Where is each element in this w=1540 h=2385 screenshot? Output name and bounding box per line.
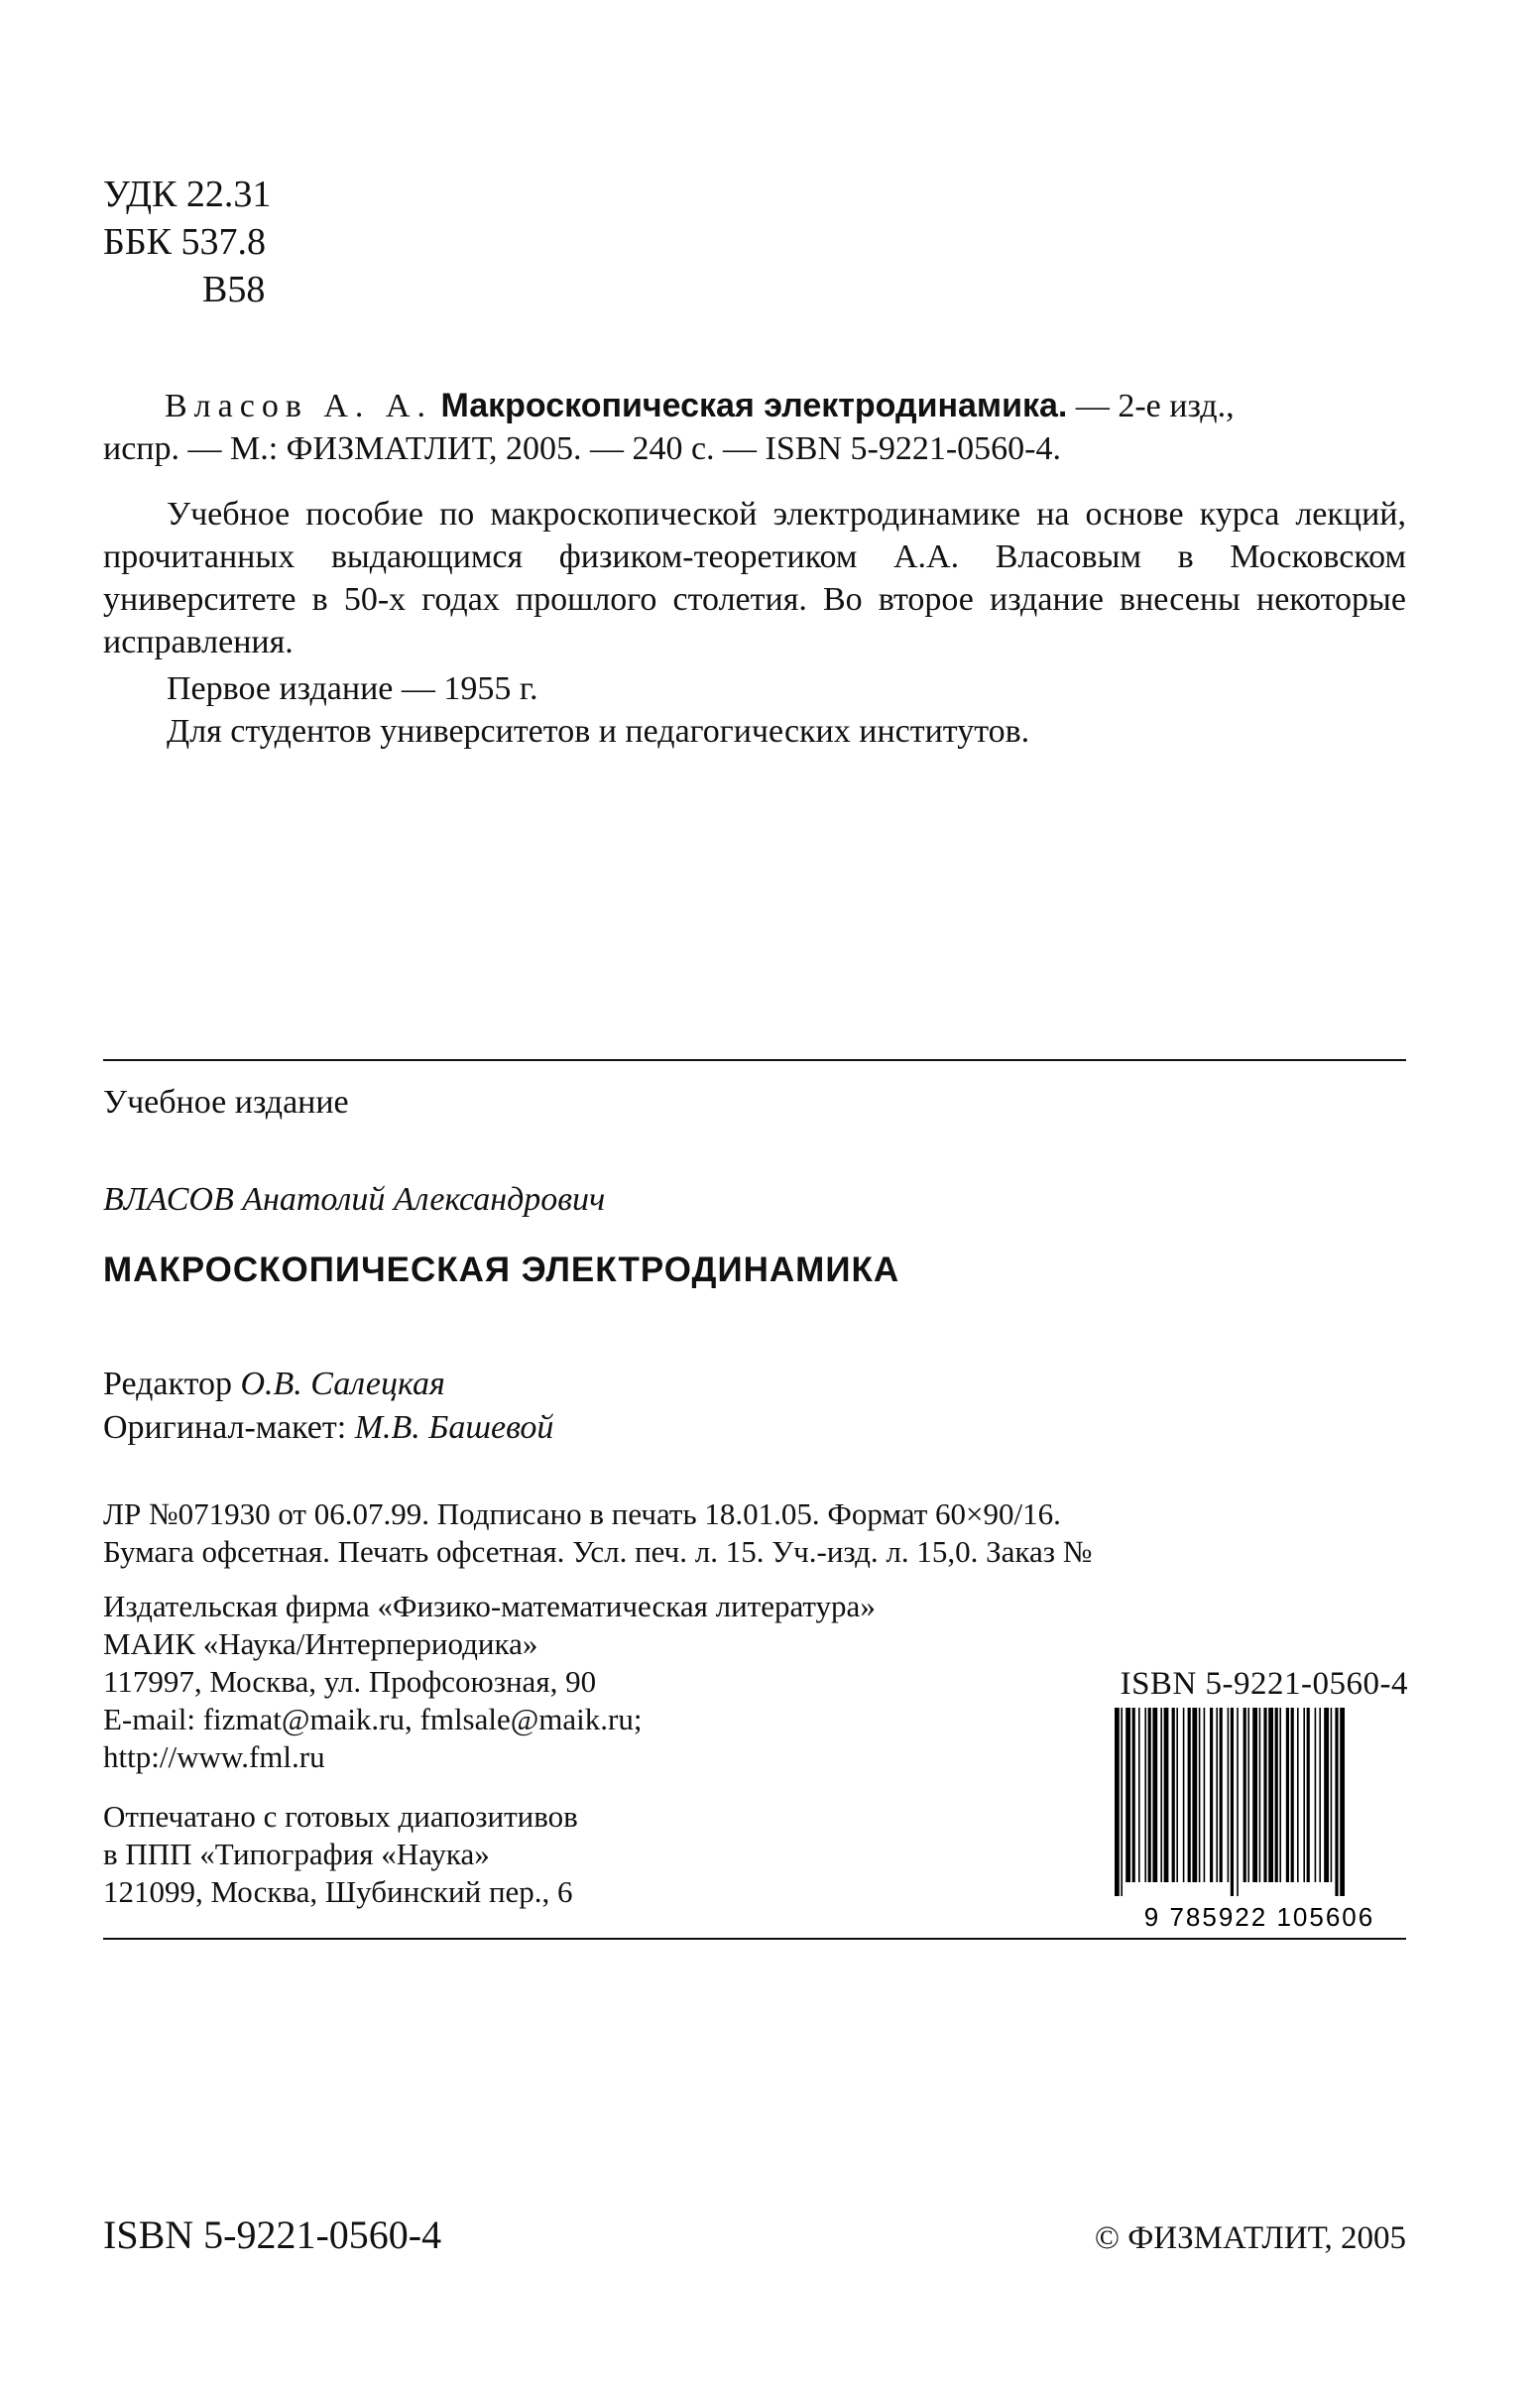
barcode-bar xyxy=(1319,1708,1321,1882)
printer-line-2: в ППП «Типография «Наука» xyxy=(103,1837,490,1871)
barcode-bar xyxy=(1164,1708,1169,1882)
barcode-bar xyxy=(1210,1708,1213,1882)
layout-label: Оригинал-макет: xyxy=(103,1409,347,1446)
audience-note: Для студентов университетов и педагогических институтов. xyxy=(167,713,1030,750)
bbk-code: ББК 537.8 xyxy=(103,221,266,263)
publisher-line-3: 117997, Москва, ул. Профсоюзная, 90 xyxy=(103,1664,597,1699)
bib-title: Макроскопическая электродинамика. xyxy=(440,387,1068,424)
barcode-bar xyxy=(1192,1708,1197,1882)
footer-isbn: ISBN 5-9221-0560-4 xyxy=(103,2212,442,2257)
edition-type: Учебное издание xyxy=(103,1084,349,1121)
annotation-paragraph: Учебное пособие по макроскопической электродинамике на основе курса лекций, прочитанных выдающимся физиком-теоретиком А.А. Власовым в Московском университете в 50-х годах прошлого столетия. Во второе издание внесены некоторые исправления. xyxy=(103,496,1406,660)
barcode-isbn: ISBN 5-9221-0560-4 xyxy=(1120,1666,1408,1702)
barcode-bar xyxy=(1188,1708,1191,1882)
barcode-bar xyxy=(1183,1708,1185,1882)
author-full-name: ВЛАСОВ Анатолий Александрович xyxy=(103,1181,606,1218)
barcode-bar xyxy=(1247,1708,1249,1882)
bib-edition: — 2-е изд., xyxy=(1075,388,1235,424)
barcode-bar xyxy=(1331,1708,1333,1882)
publisher-line-2: МАИК «Наука/Интерпериодика» xyxy=(103,1626,538,1661)
barcode-bar xyxy=(1204,1708,1206,1882)
barcode-bar xyxy=(1286,1708,1289,1882)
layout-line xyxy=(103,1406,553,1449)
editor-line xyxy=(103,1363,445,1405)
barcode-bar xyxy=(1263,1708,1266,1882)
barcode-bar xyxy=(1297,1708,1299,1882)
barcode-bar xyxy=(1244,1708,1246,1882)
top-divider xyxy=(103,1059,1406,1061)
barcode-bar xyxy=(1152,1708,1157,1882)
barcode-bar xyxy=(1315,1708,1317,1882)
classification-block xyxy=(103,171,271,313)
barcode-bar xyxy=(1268,1708,1273,1882)
publisher-line-5: http://www.fml.ru xyxy=(103,1739,325,1774)
barcode-bar xyxy=(1303,1708,1305,1882)
barcode-bar xyxy=(1231,1708,1234,1896)
barcode-bar xyxy=(1307,1708,1310,1882)
publisher-line-4: E-mail: fizmat@maik.ru, fmlsale@maik.ru; xyxy=(103,1702,643,1736)
barcode-bar xyxy=(1340,1708,1345,1896)
barcode-bar xyxy=(1172,1708,1175,1882)
barcode-bar xyxy=(1291,1708,1294,1882)
publisher-block xyxy=(103,1588,1095,1776)
barcode-bar xyxy=(1220,1708,1223,1882)
barcode-bar xyxy=(1160,1708,1162,1882)
printer-line-1: Отпечатано с готовых диапозитивов xyxy=(103,1799,578,1834)
publisher-line-1: Издательская фирма «Физико-математическая литература» xyxy=(103,1589,876,1623)
barcode-bar xyxy=(1132,1708,1135,1882)
barcode-digits: 9 785922 105606 xyxy=(1143,1902,1375,1930)
printer-block xyxy=(103,1798,1095,1911)
barcode-bar xyxy=(1121,1708,1123,1896)
bottom-divider xyxy=(103,1938,1406,1940)
barcode-bar xyxy=(1228,1708,1230,1882)
bib-publication-line: испр. — М.: ФИЗМАТЛИТ, 2005. — 240 с. — ISBN 5-9221-0560-4. xyxy=(103,430,1061,467)
barcode-bar xyxy=(1199,1708,1201,1882)
barcode-bar xyxy=(1259,1708,1261,1882)
first-edition-note: Первое издание — 1955 г. xyxy=(167,670,538,707)
author-mark: B58 xyxy=(202,269,266,310)
isbn-barcode-block xyxy=(1111,1666,1408,1930)
barcode-bar xyxy=(1275,1708,1278,1882)
editor-label: Редактор xyxy=(103,1366,232,1402)
barcode-bar xyxy=(1176,1708,1178,1882)
barcode-bar xyxy=(1216,1708,1218,1882)
barcode-bar xyxy=(1237,1708,1239,1896)
editor-name: О.В. Салецкая xyxy=(240,1366,445,1402)
bibliographic-entry xyxy=(165,385,1406,427)
barcode-bar xyxy=(1144,1708,1146,1882)
book-title: МАКРОСКОПИЧЕСКАЯ ЭЛЕКТРОДИНАМИКА xyxy=(103,1251,900,1289)
barcode-bar xyxy=(1148,1708,1151,1882)
barcode-bar xyxy=(1252,1708,1257,1882)
print-line-1: ЛР №071930 от 06.07.99. Подписано в печать 18.01.05. Формат 60×90/16. xyxy=(103,1496,1061,1531)
printer-line-3: 121099, Москва, Шубинский пер., 6 xyxy=(103,1874,573,1909)
barcode-bar xyxy=(1324,1708,1329,1882)
barcode-bar xyxy=(1279,1708,1281,1882)
footer-copyright: © ФИЗМАТЛИТ, 2005 xyxy=(1094,2220,1406,2256)
barcode-bar xyxy=(1115,1708,1120,1896)
udk-code: УДК 22.31 xyxy=(103,174,272,215)
print-line-2: Бумага офсетная. Печать офсетная. Усл. печ. л. 15. Уч.-изд. л. 15,0. Заказ № xyxy=(103,1534,1093,1569)
barcode-bar xyxy=(1125,1708,1130,1882)
barcode-bar xyxy=(1335,1708,1338,1896)
bib-author: Власов А. А. xyxy=(165,388,432,424)
layout-name: М.В. Башевой xyxy=(354,1409,554,1446)
print-details xyxy=(103,1495,1406,1571)
barcode-bar xyxy=(1138,1708,1140,1882)
barcode-graphic xyxy=(1111,1708,1408,1930)
